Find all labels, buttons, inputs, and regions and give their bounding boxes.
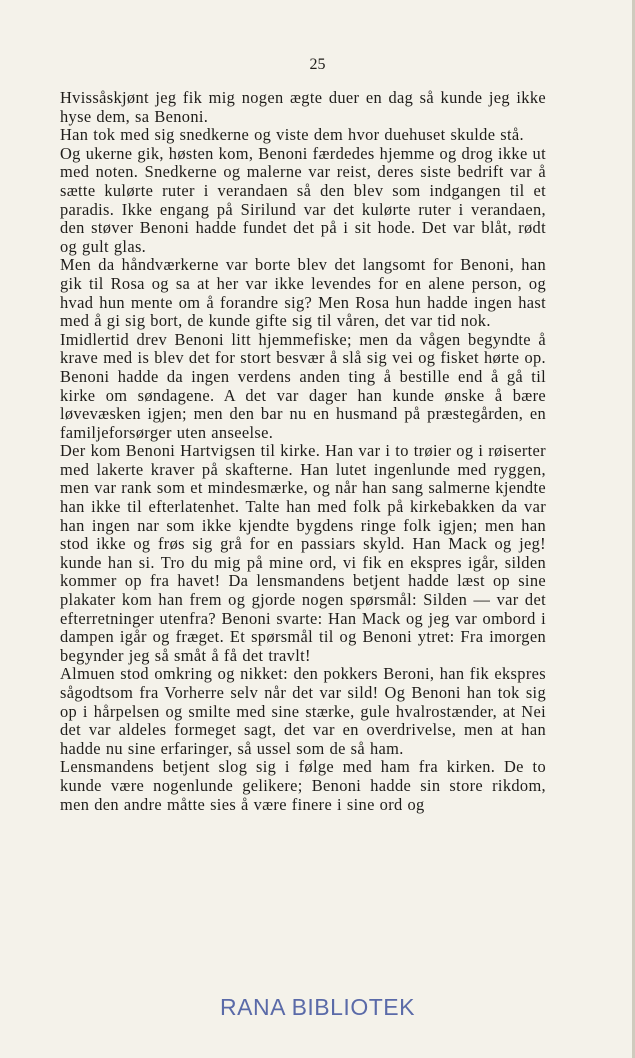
body-text [60,89,546,814]
library-stamp: RANA BIBLIOTEK [220,994,415,1020]
paragraph: Hvissåskjønt jeg fik mig nogen ægte duer en dag så kunde jeg ikke hyse dem, sa Benoni. [60,88,546,126]
paragraph: Men da håndværkerne var borte blev det langsomt for Benoni, han gik til Rosa og sa at her var ikke levendes for en alene person, og hvad hun mente om å forandre sig? Men Rosa hun hadde ingen hast med å gi sig bort, de kunde gifte sig til våren, det var tid nok. [60,255,546,331]
paragraph: Imidlertid drev Benoni litt hjemmefiske; men da vågen begyndte å krave med is blev det for stort besvær å slå sig vei og fisket hørte op. Benoni hadde da ingen verdens anden ting å bestille end å gå til kirke om søndagene. A det var dager han kunde ønske å bære løvevæsken igjen; men den bar nu en husmand på præstegården, en familjeforsørger uten anseelse. [60,329,546,442]
paragraph: Han tok med sig snedkerne og viste dem hvor duehuset skulde stå. [60,125,524,145]
paragraph: Lensmandens betjent slog sig i følge med ham fra kirken. De to kunde være nogenlunde gelikere; Benoni hadde sin store rikdom, men den andre måtte sies å være finere i sine ord og [60,757,546,814]
paragraph: Almuen stod omkring og nikket: den pokkers Beroni, han fik ekspres sågodtsom fra Vorherre selv når det var sild! Og Benoni han tok sig op i hårpelsen og smilte med sine stærke, gule hvalrostænder, at Nei det var aldeles formeget sagt, det var en overdrivelse, men at han hadde nu sine erfaringer, så ussel som de så ham. [60,664,546,758]
paragraph: Og ukerne gik, høsten kom, Benoni færdedes hjemme og drog ikke ut med noten. Snedkerne og malerne var reist, deres siste bedrift var å sætte kulørte ruter i verandaen så den blev som indgangen til et paradis. Ikke engang på Sirilund var det kulørte ruter i verandaen, den støver Benoni hadde fundet det på i sit hode. Det var blåt, rødt og gult glas. [60,143,546,256]
paragraph: Der kom Benoni Hartvigsen til kirke. Han var i to trøier og i røiserter med lakerte kraver på skafterne. Han lutet ingenlunde med ryggen, men var rank som et mindesmærke, og når han sang salmerne kjendte han ikke til efterlatenhet. Talte han med folk på kirkebakken da var han ingen nar som ikke kjendte bygdens ringe folk igjen; men han stod ikke og frøs sig grå for en passiars skyld. Han Mack og jeg! kunde han si. Tro du mig på mine ord, vi fik en ekspres igår, silden kommer op fra havet! Da lensmandens betjent hadde læst op sine plakater kom han frem og gjorde nogen spørsmål: Silden — var det efterretninger utenfra? Benoni svarte: Han Mack og jeg var ombord i dampen igår og fræget. Et spørsmål til og Benoni ytret: Fra imorgen begynder jeg så småt å få det travlt! [60,441,546,665]
page-number: 25 [309,56,326,73]
